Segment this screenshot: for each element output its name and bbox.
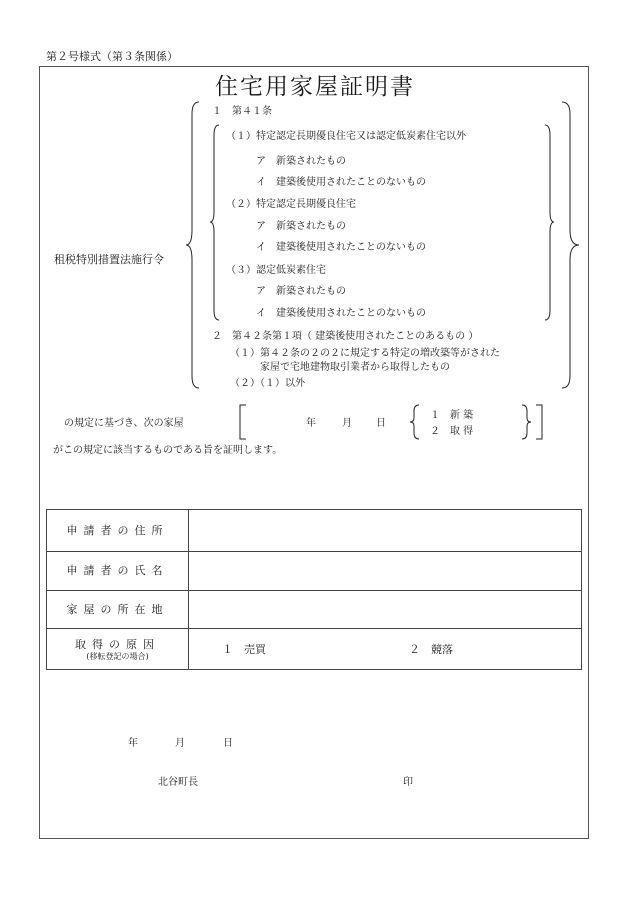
cause-option-auction[interactable]: ２ 競落 — [409, 643, 453, 656]
clause2-item2: （２）（１）以外 — [230, 378, 305, 389]
outer-left-brace — [186, 102, 200, 388]
statement-line2: がこの規定に該当するものである旨を証明します。 — [53, 445, 283, 456]
acquisition-cause-field[interactable] — [189, 629, 582, 670]
house-location-field[interactable] — [189, 591, 582, 629]
footer-day: 日 — [223, 738, 233, 749]
statement-option-new: １ 新 築 — [430, 410, 474, 421]
cause-option-sale[interactable]: １ 売買 — [222, 643, 266, 656]
clause1-sub1: （１）特定認定長期優良住宅又は認定低炭素住宅以外 — [226, 131, 466, 142]
clause2-item1-line1: （１）第４２条の２の２に規定する特定の増改築等がされた — [230, 348, 500, 359]
clause1-sub3-a: ア 新築されたもの — [256, 286, 346, 297]
date-bracket — [240, 405, 246, 439]
clause1-sub2-a: ア 新築されたもの — [256, 221, 346, 232]
clause2-heading: ２ 第４２条第１項（ 建築後使用されたことのあるもの ） — [212, 331, 479, 342]
statement-month: 月 — [342, 418, 352, 429]
clause1-sub1-i: イ 建築後使用されたことのないもの — [256, 177, 426, 188]
clause1-sub2-i: イ 建築後使用されたことのないもの — [256, 242, 426, 253]
acquisition-right-brace — [522, 405, 532, 439]
row-applicant-name — [47, 552, 582, 591]
outer-right-brace — [562, 102, 580, 388]
footer-year: 年 — [128, 738, 138, 749]
acquisition-cause-note: (移転登記の場合) — [86, 651, 149, 661]
statement-prefix: の規定に基づき、次の家屋 — [64, 418, 184, 429]
clause1-sub2: （２）特定認定長期優良住宅 — [226, 199, 356, 210]
statement-option-acquire: ２ 取 得 — [430, 426, 474, 437]
clause1-sub3: （３）認定低炭素住宅 — [226, 265, 326, 276]
document-title: 住宅用家屋証明書 — [215, 74, 415, 100]
applicant-table — [46, 509, 582, 670]
acquisition-left-brace — [410, 405, 420, 439]
inner-left-brace — [210, 125, 220, 320]
inner-right-brace — [545, 125, 555, 320]
footer-month: 月 — [175, 738, 185, 749]
applicant-name-label: 申請者の氏名 — [47, 552, 189, 591]
statement-day: 日 — [376, 418, 386, 429]
applicant-address-label: 申請者の住所 — [47, 510, 189, 552]
house-location-label: 家屋の所在地 — [47, 591, 189, 629]
row-house-location — [47, 591, 582, 629]
form-number: 第２号様式（第３条関係） — [46, 50, 178, 63]
statement-year: 年 — [306, 418, 316, 429]
clause1-heading: １ 第４１条 — [212, 106, 272, 117]
seal-mark: 印 — [403, 777, 413, 788]
clause1-sub3-i: イ 建築後使用されたことのないもの — [256, 308, 426, 319]
applicant-name-field[interactable] — [189, 552, 582, 591]
acquisition-cause-label: 取得の原因 (移転登記の場合) — [47, 629, 189, 670]
law-label: 租税特別措置法施行令 — [54, 253, 164, 266]
mayor-title: 北谷町長 — [158, 777, 198, 788]
clause1-sub1-a: ア 新築されたもの — [256, 156, 346, 167]
row-acquisition-cause — [47, 629, 582, 670]
statement-right-bracket — [536, 405, 542, 439]
clause2-item1-line2: 家屋で宅地建物取引業者から取得したもの — [260, 362, 450, 373]
row-applicant-address — [47, 510, 582, 552]
applicant-address-field[interactable] — [189, 510, 582, 552]
